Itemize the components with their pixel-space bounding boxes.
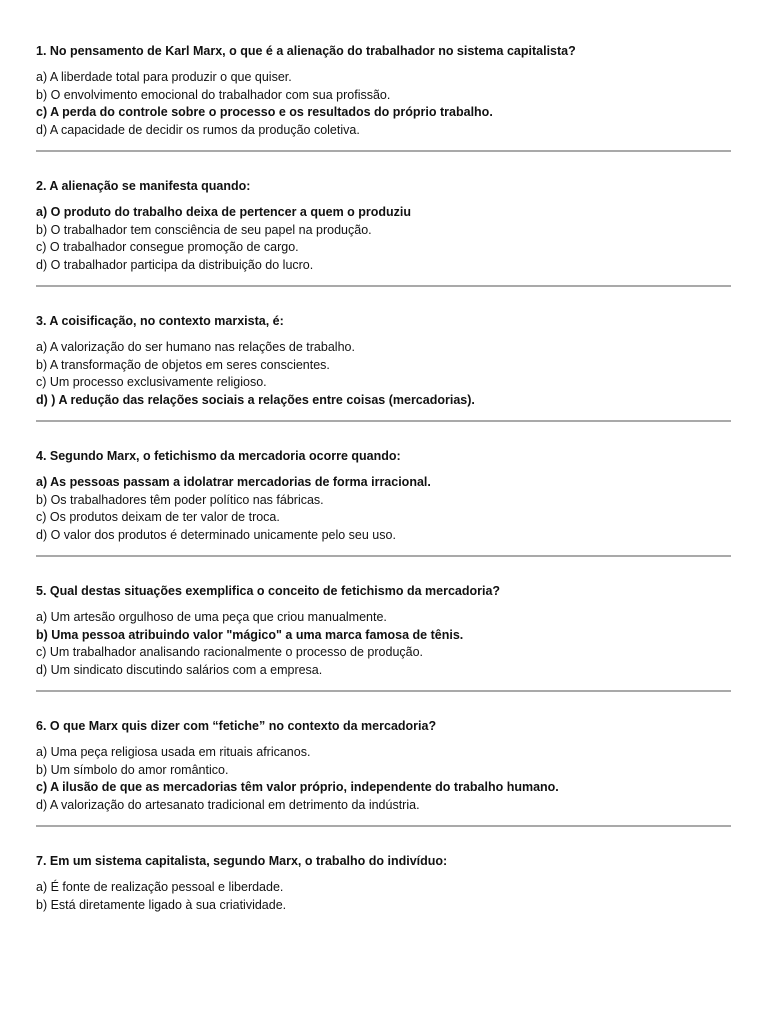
answer-option: c) Um trabalhador analisando racionalmente o processo de produção. xyxy=(36,645,424,659)
answer-option-highlighted: d) ) A redução das relações sociais a relações entre coisas (mercadorias). xyxy=(36,392,475,407)
answer-option: d) A valorização do artesanato tradicional em detrimento da indústria. xyxy=(36,797,420,812)
answer-option-highlighted: c) A ilusão de que as mercadorias têm valor próprio, independente do trabalho humano. xyxy=(36,780,559,794)
answer-option: a) É fonte de realização pessoal e liberdade. xyxy=(36,880,284,894)
answer-option-highlighted: a) O produto do trabalho deixa de pertencer a quem o produziu xyxy=(36,205,412,219)
section-divider xyxy=(36,285,731,287)
question-1 xyxy=(36,43,732,139)
section-divider xyxy=(36,555,731,557)
question-title: 6. O que Marx quis dizer com “fetiche” no contexto da mercadoria? xyxy=(36,719,437,733)
answer-option: c) O trabalhador consegue promoção de cargo. xyxy=(36,240,299,254)
answer-option: b) O trabalhador tem consciência de seu papel na produção. xyxy=(36,222,372,237)
question-title: 1. No pensamento de Karl Marx, o que é a alienação do trabalhador no sistema capitalista? xyxy=(36,44,576,58)
section-divider xyxy=(36,825,731,827)
answer-option: b) Um símbolo do amor romântico. xyxy=(36,762,229,777)
section-divider xyxy=(36,420,731,422)
answer-option: d) Um sindicato discutindo salários com a empresa. xyxy=(36,662,323,677)
answer-option-highlighted: b) Uma pessoa atribuindo valor "mágico" a uma marca famosa de tênis. xyxy=(36,627,464,642)
answer-option: b) Os trabalhadores têm poder político nas fábricas. xyxy=(36,492,324,507)
question-7 xyxy=(36,853,732,914)
question-title: 5. Qual destas situações exemplifica o conceito de fetichismo da mercadoria? xyxy=(36,584,501,598)
answer-option: b) O envolvimento emocional do trabalhador com sua profissão. xyxy=(36,87,391,102)
answer-option-highlighted: c) A perda do controle sobre o processo e os resultados do próprio trabalho. xyxy=(36,105,493,119)
answer-option: c) Os produtos deixam de ter valor de troca. xyxy=(36,510,280,524)
answer-option-highlighted: a) As pessoas passam a idolatrar mercadorias de forma irracional. xyxy=(36,475,431,489)
answer-option: a) A liberdade total para produzir o que quiser. xyxy=(36,70,292,84)
question-title: 3. A coisificação, no contexto marxista, é: xyxy=(36,314,284,328)
question-title: 2. A alienação se manifesta quando: xyxy=(36,179,251,193)
answer-option: d) A capacidade de decidir os rumos da produção coletiva. xyxy=(36,122,360,137)
question-6 xyxy=(36,718,732,814)
answer-option: c) Um processo exclusivamente religioso. xyxy=(36,375,267,389)
answer-option: d) O trabalhador participa da distribuição do lucro. xyxy=(36,257,314,272)
answer-option: d) O valor dos produtos é determinado unicamente pelo seu uso. xyxy=(36,527,396,542)
question-5 xyxy=(36,583,732,679)
section-divider xyxy=(36,690,731,692)
question-title: 7. Em um sistema capitalista, segundo Marx, o trabalho do indivíduo: xyxy=(36,854,448,868)
answer-option: a) A valorização do ser humano nas relações de trabalho. xyxy=(36,340,355,354)
answer-option: a) Uma peça religiosa usada em rituais africanos. xyxy=(36,745,311,759)
question-4 xyxy=(36,448,732,544)
answer-option: b) Está diretamente ligado à sua criatividade. xyxy=(36,897,287,912)
question-2 xyxy=(36,178,732,274)
question-3 xyxy=(36,313,732,409)
section-divider xyxy=(36,150,731,152)
answer-option: a) Um artesão orgulhoso de uma peça que criou manualmente. xyxy=(36,610,387,624)
answer-option: b) A transformação de objetos em seres conscientes. xyxy=(36,357,330,372)
question-title: 4. Segundo Marx, o fetichismo da mercadoria ocorre quando: xyxy=(36,449,401,463)
